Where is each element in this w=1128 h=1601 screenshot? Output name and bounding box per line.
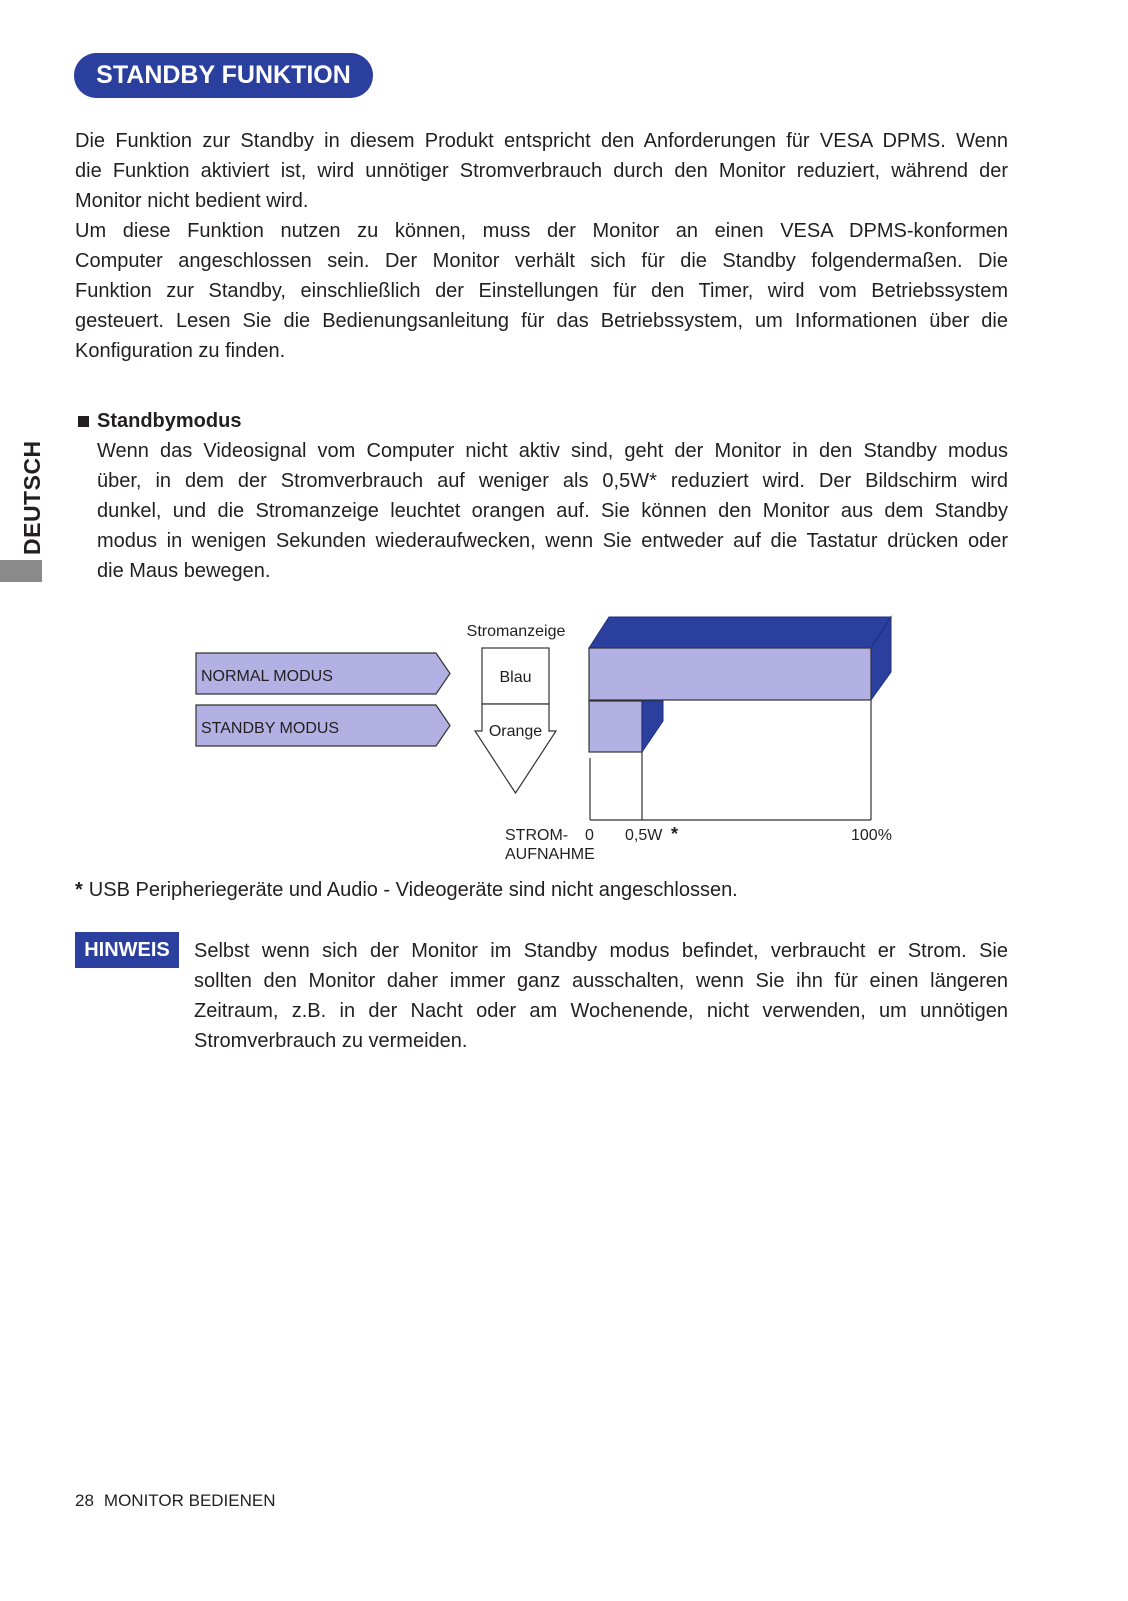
square-bullet-icon: [78, 416, 89, 427]
blue-indicator-label: Blau: [499, 669, 532, 686]
standby-mode-label: STANDBY MODUS: [201, 720, 340, 737]
language-tab-label: DEUTSCH: [19, 440, 45, 556]
text-line: Stromverbrauch zu vermeiden.: [194, 1030, 468, 1052]
text-line: Zeitraum, z.B. in der Nacht oder am Wochenende, nicht verwenden, um unnötigen: [194, 1000, 1008, 1022]
text-line: Funktion zur Standby, einschließlich der Einstellungen für den Timer, wird vom Betriebssystem: [75, 280, 1008, 302]
footnote: [75, 875, 738, 905]
tick-label-half-watt: 0,5W: [625, 827, 663, 844]
text-line: über, in dem der Stromverbrauch auf weniger als 0,5W* reduziert wird. Der Bildschirm wird: [97, 470, 1008, 492]
standby-power-bar: [589, 701, 642, 752]
orange-indicator-label: Orange: [488, 723, 543, 740]
footnote-marker: *: [75, 879, 83, 901]
axis-label-line-1: STROM-: [505, 827, 569, 844]
text-line: modus in wenigen Sekunden wiederaufwecken, wenn Sie entweder auf die Tastatur drücken oder: [97, 530, 1008, 552]
power-state-diagram: [0, 600, 1128, 870]
page-footer: [75, 1489, 276, 1513]
text-line: Computer angeschlossen sein. Der Monitor verhält sich für die Standby folgendermaßen. Die: [75, 250, 1008, 272]
tick-label-zero: 0: [585, 827, 594, 844]
text-line: dunkel, und die Stromanzeige leuchtet orangen auf. Sie können den Monitor aus dem Standby: [97, 500, 1008, 522]
axis-label-line-2: AUFNAHME: [505, 846, 595, 863]
normal-power-bar-top: [589, 617, 891, 648]
text-line: Selbst wenn sich der Monitor im Standby modus befindet, verbraucht er Strom. Sie: [194, 940, 1008, 962]
indicator-heading: Stromanzeige: [466, 623, 566, 640]
normal-power-bar: [589, 648, 871, 700]
note-text: [194, 936, 1008, 1056]
section-title: STANDBY FUNKTION: [74, 53, 373, 98]
intro-paragraph-1: [75, 126, 1008, 216]
normal-mode-label: NORMAL MODUS: [201, 668, 333, 685]
text-line: Monitor nicht bedient wird.: [75, 190, 309, 212]
text-line: die Funktion aktiviert ist, wird unnötiger Stromverbrauch durch den Monitor reduziert, während der: [75, 160, 1008, 182]
standby-power-bar-side: [642, 701, 663, 752]
text-line: die Maus bewegen.: [97, 560, 271, 582]
text-line: sollten den Monitor daher immer ganz ausschalten, wenn Sie ihn für einen längeren: [194, 970, 1008, 992]
standby-mode-paragraph: [97, 436, 1008, 586]
text-line: Konfiguration zu finden.: [75, 340, 286, 362]
tick-note-marker: *: [671, 824, 679, 844]
standby-mode-heading: [78, 406, 241, 436]
text-line: Wenn das Videosignal vom Computer nicht aktiv sind, geht der Monitor in den Standby modus: [97, 440, 1008, 462]
language-tab-bar: [0, 560, 42, 582]
text-line: gesteuert. Lesen Sie die Bedienungsanleitung für das Betriebssystem, um Informationen über die: [75, 310, 1008, 332]
text-line: Um diese Funktion nutzen zu können, muss der Monitor an einen VESA DPMS-konformen: [75, 220, 1008, 242]
footnote-text: USB Peripheriegeräte und Audio - Videogeräte sind nicht angeschlossen.: [88, 879, 738, 901]
orange-indicator-arrow: [475, 704, 556, 793]
intro-paragraph-2: [75, 216, 1008, 366]
page-number: 28: [75, 1491, 94, 1510]
note-badge: HINWEIS: [75, 932, 179, 968]
standby-mode-heading-text: Standbymodus: [97, 409, 242, 432]
tick-label-full: 100%: [851, 827, 892, 844]
footer-section-title: MONITOR BEDIENEN: [103, 1491, 276, 1510]
text-line: Die Funktion zur Standby in diesem Produkt entspricht den Anforderungen für VESA DPMS. Wenn: [75, 130, 1008, 152]
